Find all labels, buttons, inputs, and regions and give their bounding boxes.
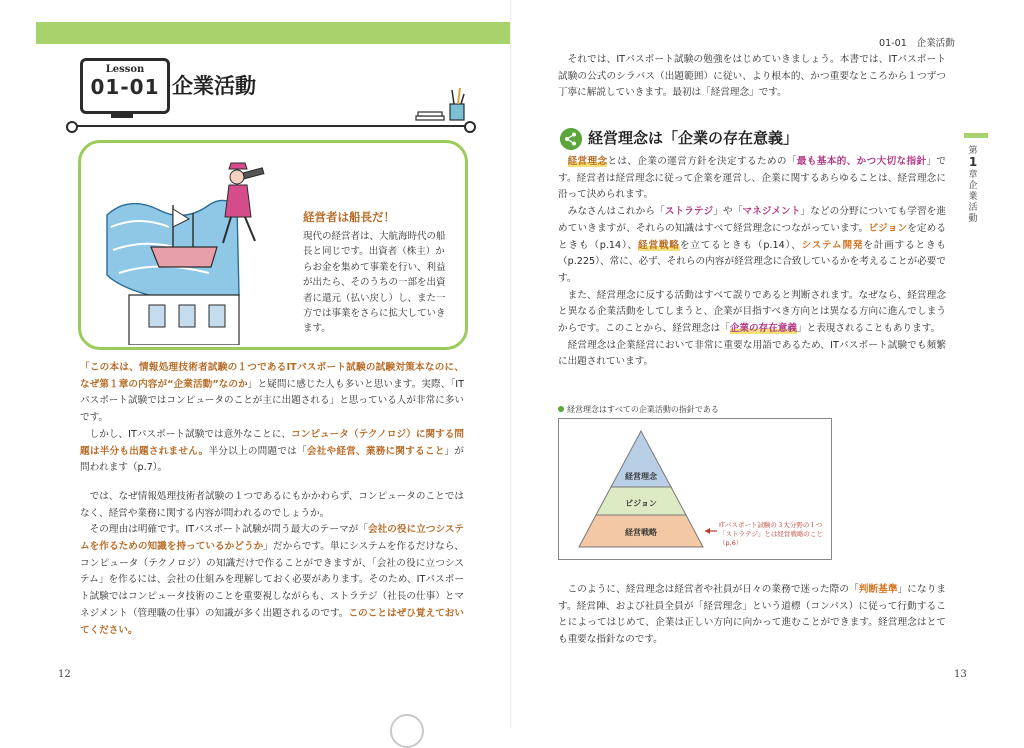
text-run: 」だからです。単にシステムを作るだけなら、コンピュータ（テクノロジ）の知識だけで作ることができますが、「会社の役に立つシステム」を作るには、会社の仕組みを理解しておく必要があります。そのため、ITパスポート試験ではコンピュータ技術のことを重要視しながらも、ストラテジ（社長の仕事）とマネジメント（管理職の仕事）の知識が多く出題されるのです。 — [80, 541, 464, 619]
text-run: とは、企業の運営方針を決定するための「 — [607, 156, 797, 167]
text-run: 」です。経営者は経営理念に従って企業を運営し、企業に関するあらゆることは、経営理念に沿って決められます。 — [558, 156, 947, 201]
emphasis-text: 会社の役に立つシステムを作るための知識を持っているかどうか — [80, 524, 464, 553]
paragraph — [80, 522, 464, 639]
running-head: 01-01 企業活動 — [879, 38, 955, 49]
emphasis-text: このことはぜひ覚えておいてください。 — [80, 607, 464, 636]
text-run: を立てるときも（p.14）、 — [679, 239, 802, 251]
text-run: 」と表現されることもあります。 — [796, 323, 941, 335]
text-run: また、経営理念に反する活動はすべて誤りであると判断されます。なぜなら、経営理念と異なる企業活動をしてしまうと、企業が目指すべき方向とは異なる方向に進んでしまうからです。このことから、経営理念は「 — [558, 289, 946, 335]
section-title: 経営理念は「企業の存在意義」 — [588, 129, 799, 147]
chapter-number: 1 — [968, 155, 978, 169]
emphasis-text: ストラテジ — [664, 206, 714, 218]
header-bar — [36, 22, 510, 44]
chapter-tab — [964, 133, 988, 138]
paragraph — [558, 582, 946, 649]
text-run: 半分以上の問題では「 — [208, 445, 307, 457]
text-run: その理由は明確です。ITパスポート試験が問う最大のテーマが「 — [89, 524, 368, 536]
lesson-number: 01-01 — [90, 75, 160, 99]
text-run: を定めるときも（p.14）、 — [558, 222, 947, 251]
lesson-label: Lesson — [105, 64, 145, 75]
emphasis-text: 最も基本的、かつ大切な指針 — [796, 156, 927, 167]
pyramid-label-mid: ビジョン — [625, 499, 657, 508]
text-run: 」になります。経営陣、および社員全員が「経営理念」という道標（コンパス）に従って行動することによってはじめて、企業は正しい方向に向かって進むことができます。経営理念はとても重要な指針なのです。 — [558, 584, 947, 646]
emphasis-text: 会社や経営、業務に関すること — [306, 445, 445, 457]
illustration-caption-body: 現代の経営者は、大航海時代の船長と同じです。出資者（株主）からお金を集めて事業を行い、利益が出たら、そのうちの一部を出資者に還元（払い戻し）し、また一方では事業をさらに拡大していきます。 — [303, 231, 446, 335]
title-rule — [70, 125, 468, 127]
left-page — [0, 0, 512, 728]
text-run: 」などの分野についても学習を進めていきますが、それらの知識はすべて経営理念につながっています。 — [558, 206, 947, 234]
bullet-icon — [558, 406, 564, 412]
pyramid-label-top: 経営理念 — [625, 472, 657, 481]
text-run: 」や「 — [713, 206, 743, 218]
text-run: しかし、ITパスポート試験では意外なことに、 — [89, 428, 292, 440]
emphasis-text: 企業の存在意義 — [729, 323, 797, 335]
paragraph — [558, 288, 946, 338]
paragraph — [558, 154, 946, 204]
captain-ship-illustration — [89, 155, 285, 345]
emphasis-text: マネジメント — [742, 206, 801, 218]
intro-text — [558, 52, 946, 102]
figure-caption — [558, 404, 719, 415]
paragraph: それでは、ITパスポート試験の勉強をはじめていきましょう。本書では、ITパスポート試験の公式のシラバス（出題範囲）に従い、より根本的、かつ重要なところから１つずつ丁寧に解説していきます。最初は「経営理念」です。 — [558, 54, 946, 99]
closing-text — [558, 582, 946, 649]
emphasis-text: ビジョン — [868, 222, 908, 234]
share-icon — [560, 128, 582, 150]
spacer — [80, 477, 464, 489]
monitor-stand — [111, 111, 133, 118]
paragraph: 経営理念は企業経営において非常に重要な用語であるため、ITパスポート試験でも頻繁に出題されています。 — [558, 339, 946, 368]
text-run: を計画するときも（p.225）、常に、必ず、それらの内容が経営理念に合致しているかを考えることが必要です。 — [558, 239, 947, 284]
emphasis-text: 判断基準 — [858, 584, 898, 595]
emphasis-text: 経営理念 — [567, 156, 608, 167]
emphasis-text: コンピュータ（テクノロジ）に関する問題は半分も出題されません。 — [80, 428, 464, 457]
chapter-side-label — [966, 146, 987, 225]
pyramid-label-bottom: 経営戦略 — [625, 528, 657, 537]
page-number-left: 12 — [58, 669, 71, 680]
right-body-text — [558, 154, 946, 371]
text-run: 」と疑問に感じた人も多いと思います。実際、「ITパスポート試験ではコンピュータのことが主に出題される」と思っている人が非常に多いです。 — [80, 378, 464, 424]
desk-stationery-icon — [414, 86, 470, 126]
page-number-right: 13 — [954, 669, 967, 680]
lesson-title: 企業活動 — [172, 74, 256, 98]
text-run: このように、経営理念は経営者や社員が日々の業務で迷った際の「 — [567, 584, 859, 595]
lesson-badge — [80, 58, 170, 114]
rule-dot-left — [66, 121, 78, 133]
chapter-prefix: 第 — [968, 146, 978, 156]
text-run: 」が問われます（p.7）。 — [80, 445, 465, 474]
pyramid-note: ITパスポート試験の３大分野の１つ「ストラテジ」とは経営戦略のこと（p.6） — [719, 521, 823, 547]
binding-notch — [390, 714, 424, 748]
emphasis-text: 「この本は、情報処理技術者試験の１つであるITパスポート試験の試験対策本なのに、なぜ第１章の内容が“企業活動”なのか — [80, 362, 464, 390]
pyramid-figure — [558, 418, 832, 560]
figure-caption-text: 経営理念はすべての企業活動の指針である — [567, 405, 719, 414]
text-run: みなさんはこれから「 — [567, 206, 665, 218]
illustration-caption-title: 経営者は船長だ！ — [303, 210, 395, 224]
emphasis-text: 経営戦略 — [638, 239, 680, 251]
illustration-box — [78, 140, 468, 350]
emphasis-text: システム開発 — [801, 239, 864, 251]
chapter-name: 章 企業活動 — [968, 170, 987, 224]
paragraph: では、なぜ情報処理技術者試験の１つであるにもかかわらず、コンピュータのことではなく、経営や業務に関する内容が問われるのでしょうか。 — [80, 490, 464, 519]
arrowhead-icon — [705, 528, 710, 534]
paragraph — [558, 204, 946, 288]
left-body-text — [80, 360, 464, 639]
paragraph — [80, 427, 464, 477]
paragraph — [80, 360, 464, 427]
right-page — [512, 0, 1024, 728]
